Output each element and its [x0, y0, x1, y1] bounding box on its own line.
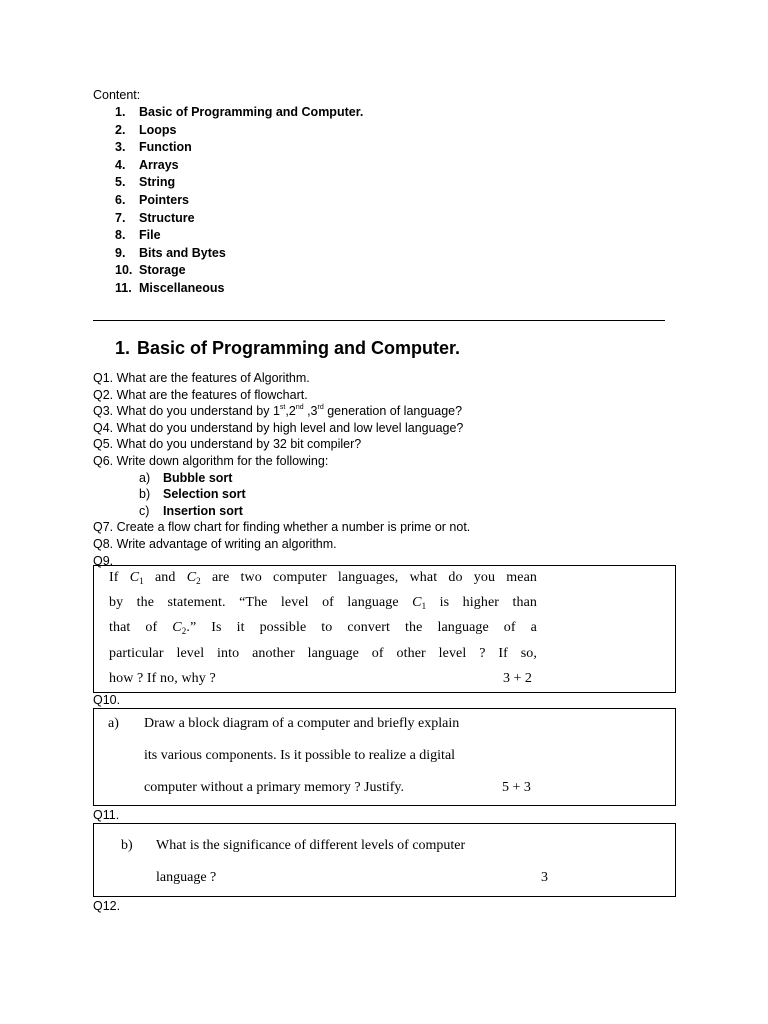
- toc-item: 8. File: [115, 228, 161, 243]
- q9-line: particular level into another language of other level ? If so,: [109, 646, 537, 661]
- question-q10-box: [93, 708, 676, 806]
- toc-item: 6. Pointers: [115, 192, 190, 207]
- toc-item: 1. Basic of Programming and Computer.: [115, 105, 364, 119]
- q11-line: What is the significance of different levels of computer: [156, 838, 466, 853]
- q10-letter: a): [108, 716, 119, 731]
- toc-item: 5. String: [115, 175, 176, 190]
- toc-heading: Content:: [93, 88, 141, 102]
- question-q12-label: Q12.: [93, 899, 121, 913]
- toc-list: [115, 104, 363, 298]
- question-q5: Q5. What do you understand by 32 bit compiler?: [93, 437, 362, 452]
- question-q1: Q1. What are the features of Algorithm.: [93, 371, 310, 385]
- question-q7: Q7. Create a flow chart for finding whether a number is prime or not.: [93, 520, 471, 535]
- question-q11-box: [93, 823, 676, 897]
- question-q8: Q8. Write advantage of writing an algorithm.: [93, 536, 337, 551]
- toc-item: 3. Function: [115, 140, 192, 155]
- toc-item: 9. Bits and Bytes: [115, 245, 226, 260]
- question-q2: Q2. What are the features of flowchart.: [93, 387, 308, 402]
- q11-line: language ?: [156, 870, 217, 885]
- q11-letter: b): [121, 838, 133, 853]
- q11-marks: 3: [541, 870, 548, 885]
- toc-item: 4. Arrays: [115, 157, 179, 172]
- question-list: [93, 370, 470, 569]
- section-heading: 1. Basic of Programming and Computer.: [115, 338, 461, 358]
- q10-marks: 5 + 3: [502, 780, 531, 795]
- sub-item: c) Insertion sort: [139, 503, 243, 518]
- q10-line: Draw a block diagram of a computer and briefly explain: [144, 716, 460, 731]
- question-q3: Q3. What do you understand by 1st,2nd ,3rd generation of language?: [93, 404, 463, 419]
- sub-item: b) Selection sort: [139, 487, 246, 502]
- question-q11-label: Q11.: [93, 808, 120, 822]
- toc-item: 2. Loops: [115, 122, 177, 137]
- q10-line: computer without a primary memory ? Justify.: [144, 780, 404, 795]
- question-q9-box: [93, 565, 676, 693]
- question-q6: Q6. Write down algorithm for the following:: [93, 453, 329, 468]
- sub-item: a) Bubble sort: [139, 470, 233, 485]
- horizontal-rule: [93, 320, 665, 321]
- q9-line: that of $C_2$.” Is it possible to convert the language of a: [109, 620, 537, 636]
- q9-marks: 3 + 2: [503, 671, 532, 686]
- q9-line: how ? If no, why ?: [109, 671, 216, 686]
- question-q4: Q4. What do you understand by high level and low level language?: [93, 420, 464, 435]
- q9-line: If $C_1$ and $C_2$ are two computer languages, what do you mean: [109, 570, 537, 586]
- toc-item: 7. Structure: [115, 210, 195, 225]
- toc-item: 11. Miscellaneous: [115, 280, 225, 295]
- question-q10-label: Q10.: [93, 693, 121, 707]
- toc-item: 10. Storage: [115, 263, 186, 278]
- question-q9-label: Q9.: [93, 553, 114, 568]
- q9-line: by the statement. “The level of language $C_1$ is higher than: [109, 595, 537, 611]
- q10-line: its various components. Is it possible to realize a digital: [144, 748, 456, 763]
